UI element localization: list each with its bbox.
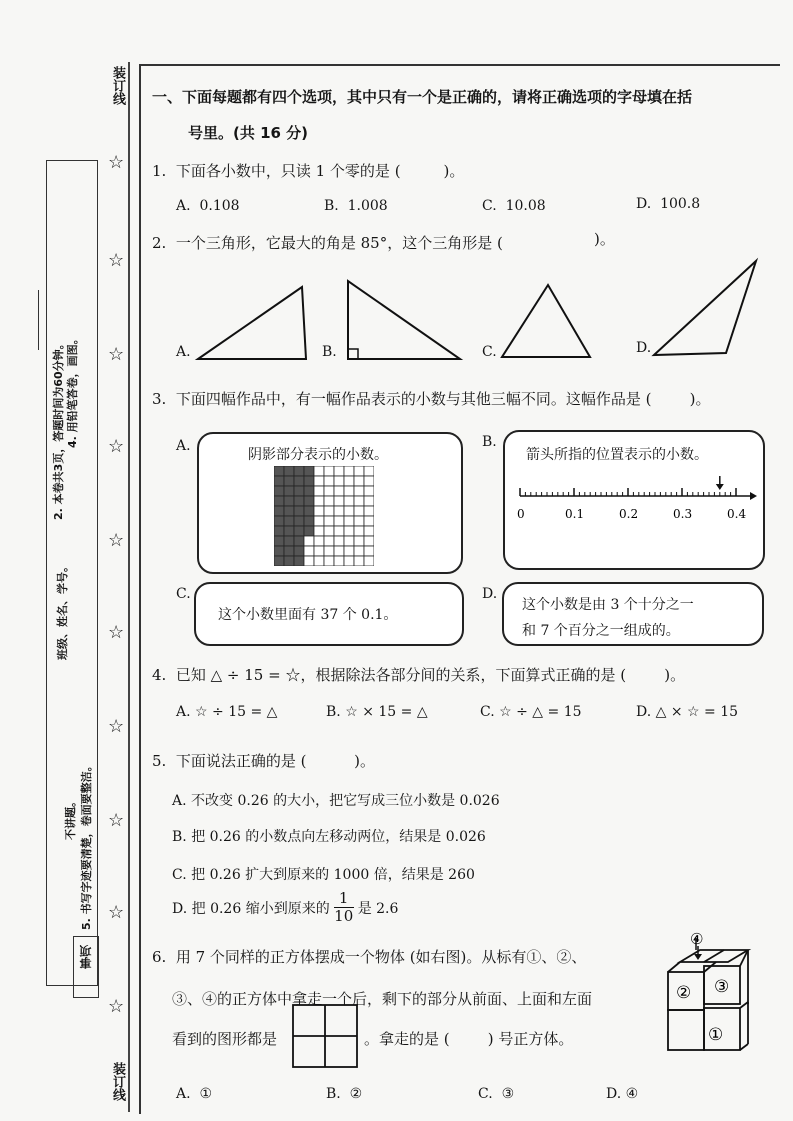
triangle-a bbox=[198, 287, 306, 359]
grid-cell-shaded bbox=[284, 546, 294, 556]
grid-cell bbox=[364, 506, 374, 516]
grid-cell-shaded bbox=[274, 466, 284, 476]
binding-star-7: ☆ bbox=[108, 716, 125, 737]
grid-cell-shaded bbox=[274, 506, 284, 516]
cube-label-2: ② bbox=[676, 983, 692, 1003]
section-title-line-2: 号里。(共 16 分) bbox=[188, 124, 309, 142]
fraction-numerator: 1 bbox=[338, 889, 349, 907]
grid-cell-shaded bbox=[284, 516, 294, 526]
q6-line-2: ③、④的正方体中拿走一个后，剩下的部分从前面、上面和左面 bbox=[172, 990, 593, 1008]
grid-cell bbox=[304, 556, 314, 566]
q3-stem: 3. 下面四幅作品中，有一幅作品表示的小数与其他三幅不同。这幅作品是 ( )。 bbox=[152, 390, 711, 408]
hundred-grid bbox=[274, 466, 374, 566]
grid-cell bbox=[334, 536, 344, 546]
q3-work-b-caption: 箭头所指的位置表示的小数。 bbox=[526, 447, 708, 463]
q3-work-d-text-1: 这个小数是由 3 个十分之一 bbox=[522, 597, 694, 613]
binding-line bbox=[128, 62, 130, 1112]
q2-label-c[interactable]: C. bbox=[482, 344, 497, 360]
grid-cell bbox=[364, 526, 374, 536]
fraction-denominator: 10 bbox=[334, 907, 354, 925]
grid-cell bbox=[344, 556, 354, 566]
triangle-d bbox=[654, 261, 756, 355]
grid-cell-shaded bbox=[284, 506, 294, 516]
q4-option-a[interactable]: A. ☆ ÷ 15 = △ bbox=[176, 704, 278, 720]
grid-cell bbox=[354, 546, 364, 556]
number-line bbox=[512, 474, 757, 524]
number-line-tick-label: 0.1 bbox=[565, 507, 585, 521]
grid-cell bbox=[364, 546, 374, 556]
q4-option-d[interactable]: D. △ × ☆ = 15 bbox=[636, 704, 739, 720]
grid-cell bbox=[314, 476, 324, 486]
q3-work-c-text: 这个小数里面有 37 个 0.1。 bbox=[218, 607, 398, 623]
grid-cell bbox=[354, 516, 364, 526]
grid-cell-shaded bbox=[304, 496, 314, 506]
grid-cell-shaded bbox=[274, 516, 284, 526]
grid-cell bbox=[354, 496, 364, 506]
grid-cell-shaded bbox=[284, 526, 294, 536]
q2-label-b[interactable]: B. bbox=[322, 344, 337, 360]
q6-line-1: 6. 用 7 个同样的正方体摆成一个物体 (如右图)。从标有①、②、 bbox=[152, 948, 587, 966]
grid-cell bbox=[354, 476, 364, 486]
grid-cell-shaded bbox=[284, 466, 294, 476]
grid-cell bbox=[344, 546, 354, 556]
number-line-tick-label: 0 bbox=[517, 507, 525, 521]
grid-cell bbox=[344, 536, 354, 546]
grid-cell bbox=[344, 466, 354, 476]
q2-label-d[interactable]: D. bbox=[636, 340, 652, 356]
grid-cell bbox=[314, 546, 324, 556]
grid-cell-shaded bbox=[274, 486, 284, 496]
binding-star-5: ☆ bbox=[108, 530, 125, 551]
binding-star-2: ☆ bbox=[108, 250, 125, 271]
number-line-end-arrow bbox=[750, 492, 757, 500]
grid-cell bbox=[354, 526, 364, 536]
grid-cell bbox=[354, 486, 364, 496]
grid-cell bbox=[304, 546, 314, 556]
q4-option-c[interactable]: C. ☆ ÷ △ = 15 bbox=[480, 704, 582, 720]
grid-cell bbox=[324, 536, 334, 546]
grid-cell bbox=[354, 466, 364, 476]
cube-label-1: ① bbox=[708, 1025, 724, 1045]
q1-option-d[interactable]: D. 100.8 bbox=[636, 196, 701, 212]
grid-cell bbox=[334, 546, 344, 556]
grid-cell-shaded bbox=[304, 476, 314, 486]
grid-cell-shaded bbox=[294, 476, 304, 486]
q3-label-d[interactable]: D. bbox=[482, 586, 498, 602]
grid-cell bbox=[334, 496, 344, 506]
grid-cell-shaded bbox=[294, 506, 304, 516]
grid-cell-shaded bbox=[274, 546, 284, 556]
binding-star-4: ☆ bbox=[108, 436, 125, 457]
q2-stem: 2. 一个三角形，它最大的角是 85°，这个三角形是 ( bbox=[152, 234, 503, 252]
q6-option-b[interactable]: B. ② bbox=[326, 1086, 363, 1102]
q5-option-b[interactable]: B. 把 0.26 的小数点向左移动两位，结果是 0.026 bbox=[172, 829, 486, 845]
grid-cell bbox=[314, 486, 324, 496]
grid-cell bbox=[314, 516, 324, 526]
q4-option-b[interactable]: B. ☆ × 15 = △ bbox=[326, 704, 428, 720]
notes-line-5: 5. 书写字迹要清楚，卷面要整洁。 bbox=[80, 760, 93, 930]
grid-cell bbox=[314, 526, 324, 536]
notes-line-1: 2. 本卷共3页，答题时间为60分钟。 bbox=[52, 338, 65, 520]
grid-cell bbox=[344, 526, 354, 536]
q5-option-a[interactable]: A. 不改变 0.26 的大小，把它写成三位小数是 0.026 bbox=[172, 793, 500, 809]
grid-cell-shaded bbox=[294, 546, 304, 556]
q5-option-c[interactable]: C. 把 0.26 扩大到原来的 1000 倍，结果是 260 bbox=[172, 867, 475, 883]
notes-line-3: 班级、姓名、学号。 bbox=[56, 561, 69, 660]
grid-cell-shaded bbox=[274, 496, 284, 506]
grid-cell bbox=[354, 556, 364, 566]
grid-cell bbox=[364, 486, 374, 496]
grid-cell bbox=[324, 556, 334, 566]
grid-cell-shaded bbox=[294, 466, 304, 476]
grid-cell bbox=[314, 536, 324, 546]
grid-cell bbox=[344, 486, 354, 496]
grid-cell bbox=[364, 496, 374, 506]
grid-cell bbox=[364, 536, 374, 546]
q2-triangles bbox=[190, 255, 770, 370]
q5-stem: 5. 下面说法正确的是 ( )。 bbox=[152, 752, 376, 770]
q6-option-c[interactable]: C. ③ bbox=[478, 1086, 515, 1102]
binding-star-8: ☆ bbox=[108, 810, 125, 831]
number-line-pointer-head bbox=[716, 484, 724, 490]
q3-work-a-caption: 阴影部分表示的小数。 bbox=[248, 447, 388, 463]
q1-option-a[interactable]: A. 0.108 bbox=[176, 198, 240, 214]
binding-star-10: ☆ bbox=[108, 996, 125, 1017]
grid-cell-shaded bbox=[294, 536, 304, 546]
grid-cell bbox=[324, 526, 334, 536]
grid-cell bbox=[324, 516, 334, 526]
q5-option-d-tail: 是 2.6 bbox=[357, 900, 399, 917]
q2-label-a[interactable]: A. bbox=[176, 344, 191, 360]
cube-label-4: ④ bbox=[690, 932, 704, 948]
grid-cell bbox=[314, 496, 324, 506]
grid-cell-shaded bbox=[284, 556, 294, 566]
number-line-tick-label: 0.4 bbox=[727, 507, 747, 521]
grid-cell bbox=[304, 536, 314, 546]
binding-star-6: ☆ bbox=[108, 622, 125, 643]
grid-cell bbox=[334, 486, 344, 496]
triangle-c bbox=[502, 285, 590, 357]
grid-cell-shaded bbox=[284, 496, 294, 506]
grid-cell bbox=[324, 496, 334, 506]
right-angle-mark bbox=[348, 349, 358, 359]
grid-cell-shaded bbox=[284, 476, 294, 486]
grid-cell-shaded bbox=[294, 526, 304, 536]
grid-cell-shaded bbox=[294, 516, 304, 526]
binding-star-1: ☆ bbox=[108, 152, 125, 173]
grid-cell bbox=[344, 476, 354, 486]
grid-cell bbox=[324, 476, 334, 486]
grid-cell bbox=[324, 506, 334, 516]
cube-figure bbox=[660, 932, 760, 1058]
grid-cell bbox=[364, 476, 374, 486]
q1-option-c[interactable]: C. 10.08 bbox=[482, 198, 546, 214]
grid-cell-shaded bbox=[274, 526, 284, 536]
grid-cell-shaded bbox=[284, 536, 294, 546]
grid-cell bbox=[364, 516, 374, 526]
binding-label-bottom: 装订线 bbox=[110, 1062, 125, 1101]
binding-star-9: ☆ bbox=[108, 902, 125, 923]
q5-option-d-fraction bbox=[334, 890, 354, 925]
notes-line-4: 不讲题。 bbox=[64, 796, 77, 840]
q4-stem: 4. 已知 △ ÷ 15 = ☆，根据除法各部分间的关系，下面算式正确的是 ( )。 bbox=[152, 666, 686, 684]
grid-cell bbox=[314, 506, 324, 516]
grid-cell bbox=[334, 556, 344, 566]
number-line-tick-label: 0.3 bbox=[673, 507, 693, 521]
grid-cell bbox=[324, 466, 334, 476]
grid-cell bbox=[344, 496, 354, 506]
grid-cell-shaded bbox=[294, 496, 304, 506]
notes-divider bbox=[38, 290, 39, 350]
grid-cell-shaded bbox=[274, 476, 284, 486]
q1-option-b[interactable]: B. 1.008 bbox=[324, 198, 388, 214]
grid-cell-shaded bbox=[304, 486, 314, 496]
q3-label-a[interactable]: A. bbox=[176, 438, 191, 454]
q3-label-c[interactable]: C. bbox=[176, 586, 191, 602]
grid-cell-shaded bbox=[274, 556, 284, 566]
q5-option-d[interactable] bbox=[172, 890, 398, 925]
grid-cell bbox=[334, 516, 344, 526]
grid-cell bbox=[314, 556, 324, 566]
grid-cell-shaded bbox=[294, 556, 304, 566]
grid-cell-shaded bbox=[304, 466, 314, 476]
q1-stem: 1. 下面各小数中，只读 1 个零的是 ( )。 bbox=[152, 162, 465, 180]
grid-cell-shaded bbox=[294, 486, 304, 496]
binding-star-3: ☆ bbox=[108, 344, 125, 365]
number-line-tick-label: 0.2 bbox=[619, 507, 639, 521]
binding-label-top: 装订线 bbox=[110, 66, 125, 105]
grid-cell bbox=[354, 506, 364, 516]
page-top-border bbox=[140, 64, 780, 66]
grid-cell bbox=[344, 516, 354, 526]
triangle-b bbox=[348, 281, 460, 359]
section-title-line-1: 一、下面每题都有四个选项，其中只有一个是正确的，请将正确选项的字母填在括 bbox=[152, 88, 693, 106]
grid-cell bbox=[344, 506, 354, 516]
grid-cell bbox=[324, 486, 334, 496]
q6-line-3a: 看到的图形都是 bbox=[172, 1030, 278, 1048]
grid-cell-shaded bbox=[284, 486, 294, 496]
page-left-border bbox=[139, 64, 141, 1114]
grid-cell bbox=[334, 466, 344, 476]
grid-cell bbox=[314, 466, 324, 476]
q2-stem-end: )。 bbox=[594, 230, 615, 248]
grid-cell bbox=[334, 476, 344, 486]
notes-line-2: 4. 用铅笔答卷，画图。 bbox=[66, 333, 79, 448]
notes-label: 事项 bbox=[79, 945, 93, 969]
grid-cell-shaded bbox=[304, 506, 314, 516]
grid-cell-shaded bbox=[304, 516, 314, 526]
grid-cell bbox=[334, 506, 344, 516]
grid-cell bbox=[354, 536, 364, 546]
cube-label-3: ③ bbox=[714, 977, 730, 997]
q5-option-d-text: D. 把 0.26 缩小到原来的 bbox=[172, 900, 330, 917]
grid-cell bbox=[324, 546, 334, 556]
q6-option-d[interactable]: D. ④ bbox=[606, 1086, 639, 1102]
grid-cell bbox=[364, 556, 374, 566]
q3-work-d-text-2: 和 7 个百分之一组成的。 bbox=[522, 623, 680, 639]
grid-cell-shaded bbox=[274, 536, 284, 546]
view-shape-2x2 bbox=[292, 1004, 358, 1068]
q3-label-b[interactable]: B. bbox=[482, 434, 497, 450]
q6-option-a[interactable]: A. ① bbox=[176, 1086, 213, 1102]
grid-cell bbox=[364, 466, 374, 476]
grid-cell-shaded bbox=[304, 526, 314, 536]
grid-cell bbox=[334, 526, 344, 536]
q6-line-3b: 。拿走的是 ( ) 号正方体。 bbox=[364, 1030, 574, 1048]
